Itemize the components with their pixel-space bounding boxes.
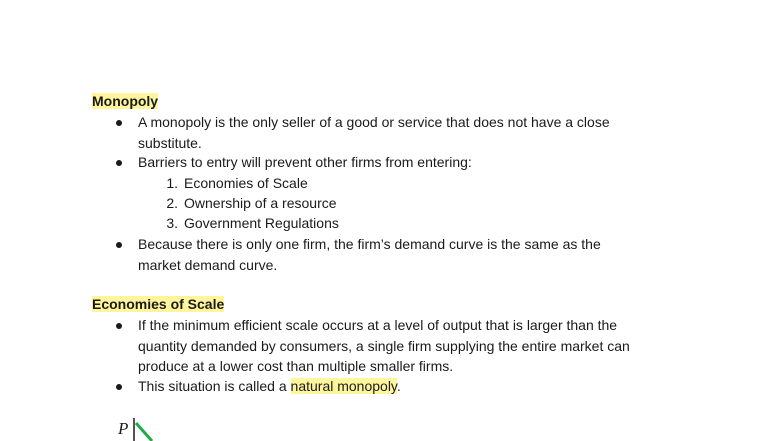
efficient-scale-note [138,315,698,377]
list-number: 3. [166,215,178,231]
text-run: . [396,378,401,394]
list-item: Ownership of a resource [184,195,337,211]
text-line: substitute. [138,134,202,151]
text-line: market demand curve. [138,256,278,273]
list-item: Economies of Scale [184,175,308,191]
economies-heading-text: Economies of Scale [92,296,225,312]
text-run: This situation is called a [138,378,291,394]
economies-heading [92,296,224,313]
text-line: quantity demanded by consumers, a single firm supplying the entire market can [138,337,630,354]
monopoly-heading-text: Monopoly [92,93,159,109]
bullet-dot [116,384,122,390]
text-line: A monopoly is the only seller of a good or service that does not have a close [138,114,610,130]
monopoly-heading [92,93,158,110]
natural-monopoly-note [138,376,698,397]
bullet-dot [116,242,122,248]
demand-curve-note [138,234,698,275]
text-line: If the minimum efficient scale occurs at a level of output that is larger than the [138,317,618,333]
bullet-dot [116,323,122,329]
price-axis-label: P [118,419,129,438]
average-cost-curve [136,423,152,441]
list-number: 1. [166,175,178,191]
natural-monopoly-term: natural monopoly [290,378,397,394]
bullet-dot [116,160,122,166]
list-number: 2. [166,195,178,211]
barriers-intro: Barriers to entry will prevent other firms from entering: [138,154,472,170]
bullet-dot [116,120,122,126]
monopoly-definition [138,112,698,153]
text-line: produce at a lower cost than multiple smaller firms. [138,358,454,374]
text-line: Because there is only one firm, the firm’s demand curve is the same as the [138,236,601,252]
cost-graph [132,418,172,441]
list-item: Government Regulations [184,215,339,231]
